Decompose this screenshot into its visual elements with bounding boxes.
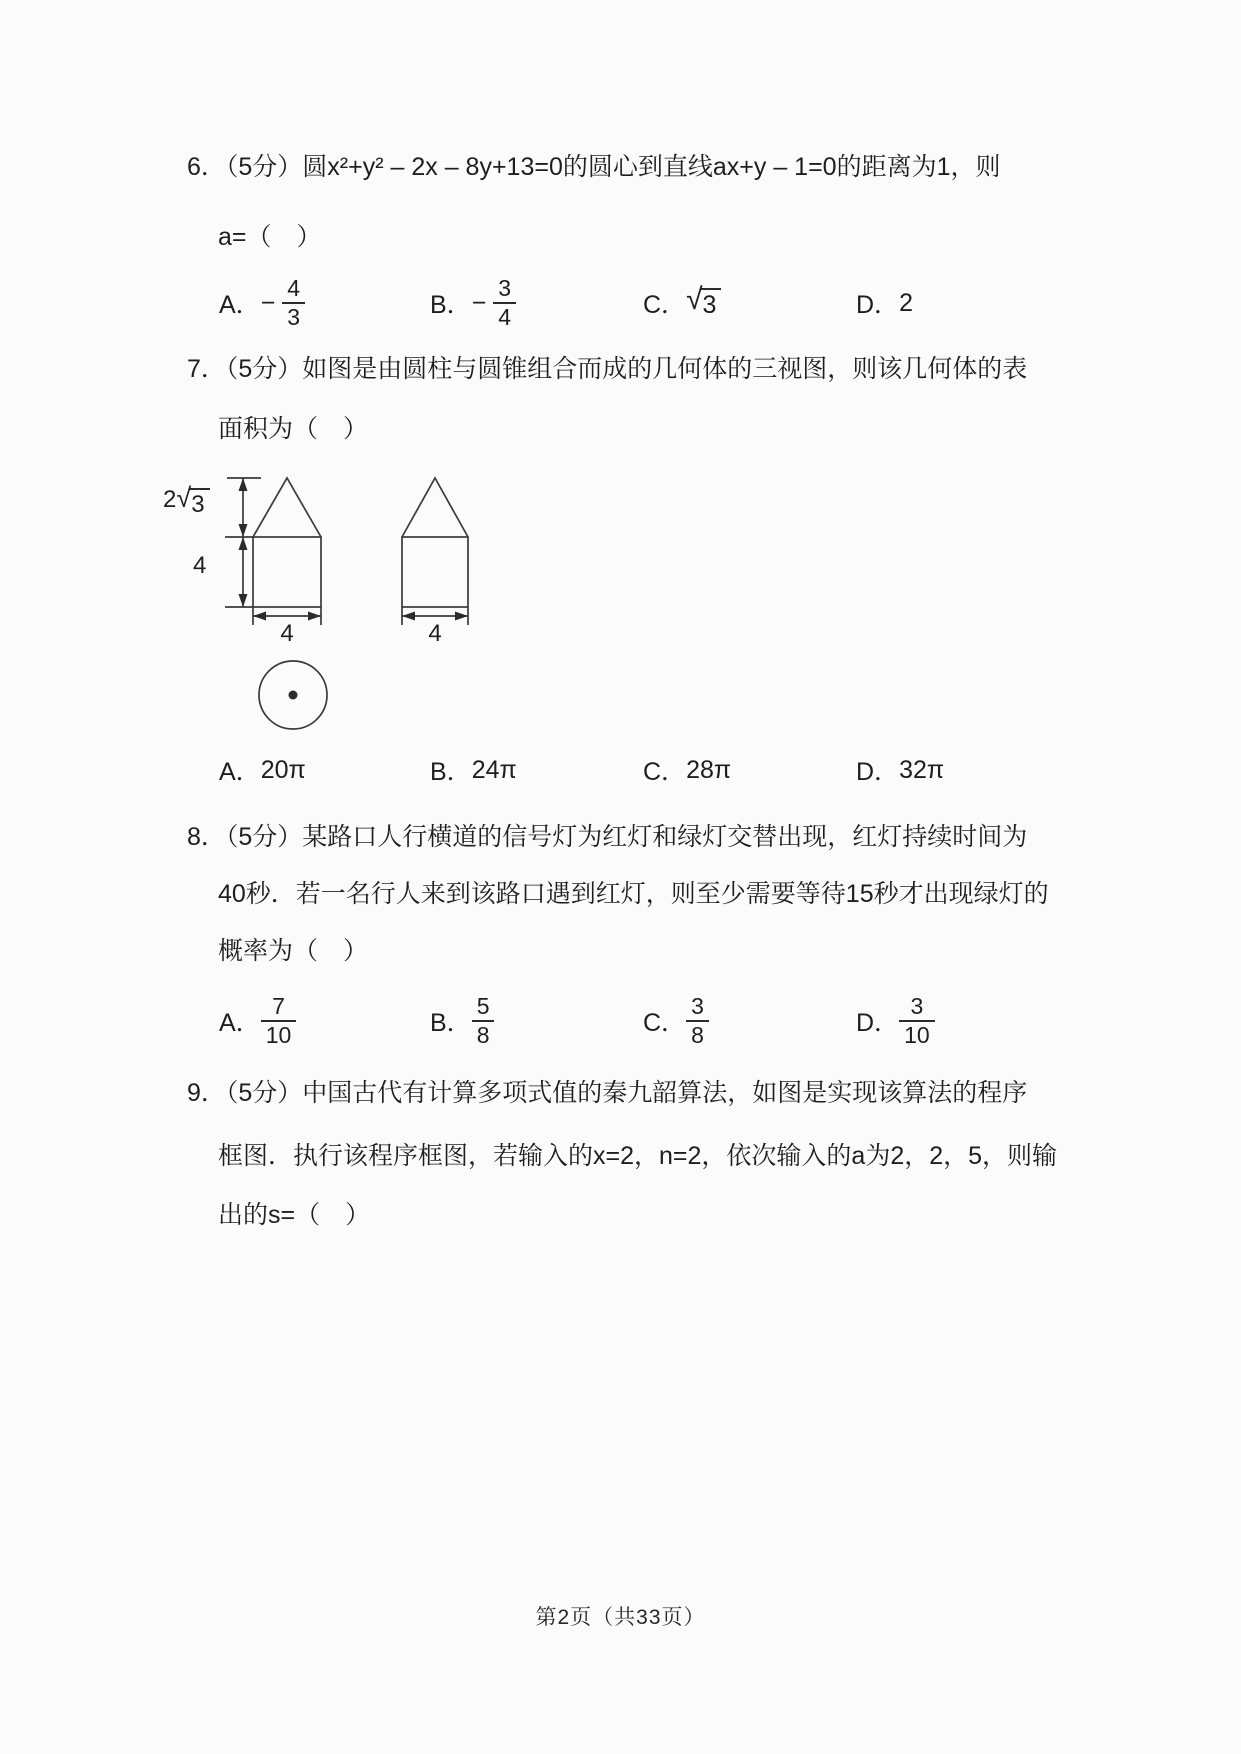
three-view-figure xyxy=(163,458,483,743)
question-7-options xyxy=(0,755,1241,785)
minus-sign: − xyxy=(260,288,276,317)
option-6b-label: B． xyxy=(430,291,472,319)
option-7c-label: C． xyxy=(643,758,687,786)
cone-height-prefix: 2 xyxy=(163,486,177,513)
option-8c-label: C． xyxy=(643,1009,687,1037)
fraction-numerator: 4 xyxy=(287,275,301,301)
fraction xyxy=(282,276,305,330)
fraction xyxy=(261,994,297,1048)
option-6a-label: A． xyxy=(219,291,261,319)
option-6d-label: D． xyxy=(856,291,900,319)
option-7d-label: D． xyxy=(856,758,900,786)
option-7b xyxy=(430,755,517,785)
option-7a-label: A． xyxy=(219,758,261,786)
fraction xyxy=(472,994,495,1048)
option-8d xyxy=(856,991,935,1051)
fraction-denominator: 3 xyxy=(287,304,301,330)
option-8b xyxy=(430,991,494,1051)
option-6b xyxy=(430,273,516,333)
option-8a-label: A． xyxy=(219,1009,261,1037)
option-7a xyxy=(219,755,306,785)
square-root xyxy=(176,483,209,518)
fraction-denominator: 10 xyxy=(904,1022,930,1048)
question-8-line-1: 8．（5分）某路口人行横道的信号灯为红灯和绿灯交替出现，红灯持续时间为 xyxy=(187,823,1028,851)
fig-label-front-width: 4 xyxy=(280,620,294,647)
option-7d xyxy=(856,755,944,785)
fraction xyxy=(493,276,516,330)
fraction-numerator: 5 xyxy=(476,993,490,1019)
fraction-denominator: 8 xyxy=(476,1022,490,1048)
option-6c xyxy=(643,273,721,333)
option-7c xyxy=(643,755,731,785)
question-7-line-2: 面积为（ ） xyxy=(218,415,369,443)
radicand: 3 xyxy=(701,288,722,318)
fraction-denominator: 10 xyxy=(265,1022,292,1048)
radical-sign: √ xyxy=(176,483,192,513)
fraction xyxy=(899,994,935,1048)
option-7b-label: B． xyxy=(430,758,472,786)
question-9-line-3: 出的s=（ ） xyxy=(218,1201,371,1229)
page-footer: 第2页（共33页） xyxy=(535,1606,706,1629)
fraction-numerator: 7 xyxy=(272,993,285,1019)
question-8-line-3: 概率为（ ） xyxy=(218,937,369,965)
question-6-line-2: a=（ ） xyxy=(218,223,322,251)
option-8d-label: D． xyxy=(856,1009,900,1037)
minus-sign: − xyxy=(471,288,487,317)
fraction-numerator: 3 xyxy=(910,993,924,1019)
option-8b-label: B． xyxy=(430,1009,472,1037)
fraction-denominator: 4 xyxy=(498,304,512,330)
question-8-options xyxy=(0,991,1241,1051)
side-view xyxy=(402,478,468,625)
three-view-drawing xyxy=(163,458,483,743)
option-7c-value: 28π xyxy=(686,755,732,784)
fig-label-side-width: 4 xyxy=(428,620,442,647)
radical-sign: √ xyxy=(686,282,703,316)
fig-label-cylinder-height: 4 xyxy=(193,552,207,579)
fig-label-cone-height xyxy=(163,483,210,518)
square-root xyxy=(686,282,721,319)
fraction-denominator: 8 xyxy=(691,1022,704,1048)
option-6d-value: 2 xyxy=(899,288,913,317)
radicand: 3 xyxy=(189,488,209,517)
question-9-line-1: 9．（5分）中国古代有计算多项式值的秦九韶算法，如图是实现该算法的程序 xyxy=(187,1079,1028,1107)
question-9-line-2: 框图．执行该程序框图，若输入的x=2，n=2，依次输入的a为2，2，5，则输 xyxy=(218,1142,1058,1170)
option-6c-label: C． xyxy=(643,291,687,319)
option-8c xyxy=(643,991,709,1051)
option-7b-value: 24π xyxy=(471,755,517,784)
option-6d xyxy=(856,273,913,333)
question-6-line-1: 6．（5分）圆x²+y² – 2x – 8y+13=0的圆心到直线ax+y – 1=0的距离为1，则 xyxy=(187,153,1001,181)
question-7-line-1: 7．（5分）如图是由圆柱与圆锥组合而成的几何体的三视图，则该几何体的表 xyxy=(187,355,1028,383)
fraction-numerator: 3 xyxy=(691,993,704,1019)
option-7a-value: 20π xyxy=(260,755,306,784)
option-7d-value: 32π xyxy=(899,755,945,784)
fraction-numerator: 3 xyxy=(498,275,512,301)
question-6-options xyxy=(0,273,1241,333)
option-8a xyxy=(219,991,296,1051)
fraction xyxy=(686,994,709,1048)
option-6a xyxy=(219,273,305,333)
question-8-line-2: 40秒．若一名行人来到该路口遇到红灯，则至少需要等待15秒才出现绿灯的 xyxy=(218,880,1049,908)
front-view xyxy=(225,478,321,625)
top-view xyxy=(259,661,327,729)
